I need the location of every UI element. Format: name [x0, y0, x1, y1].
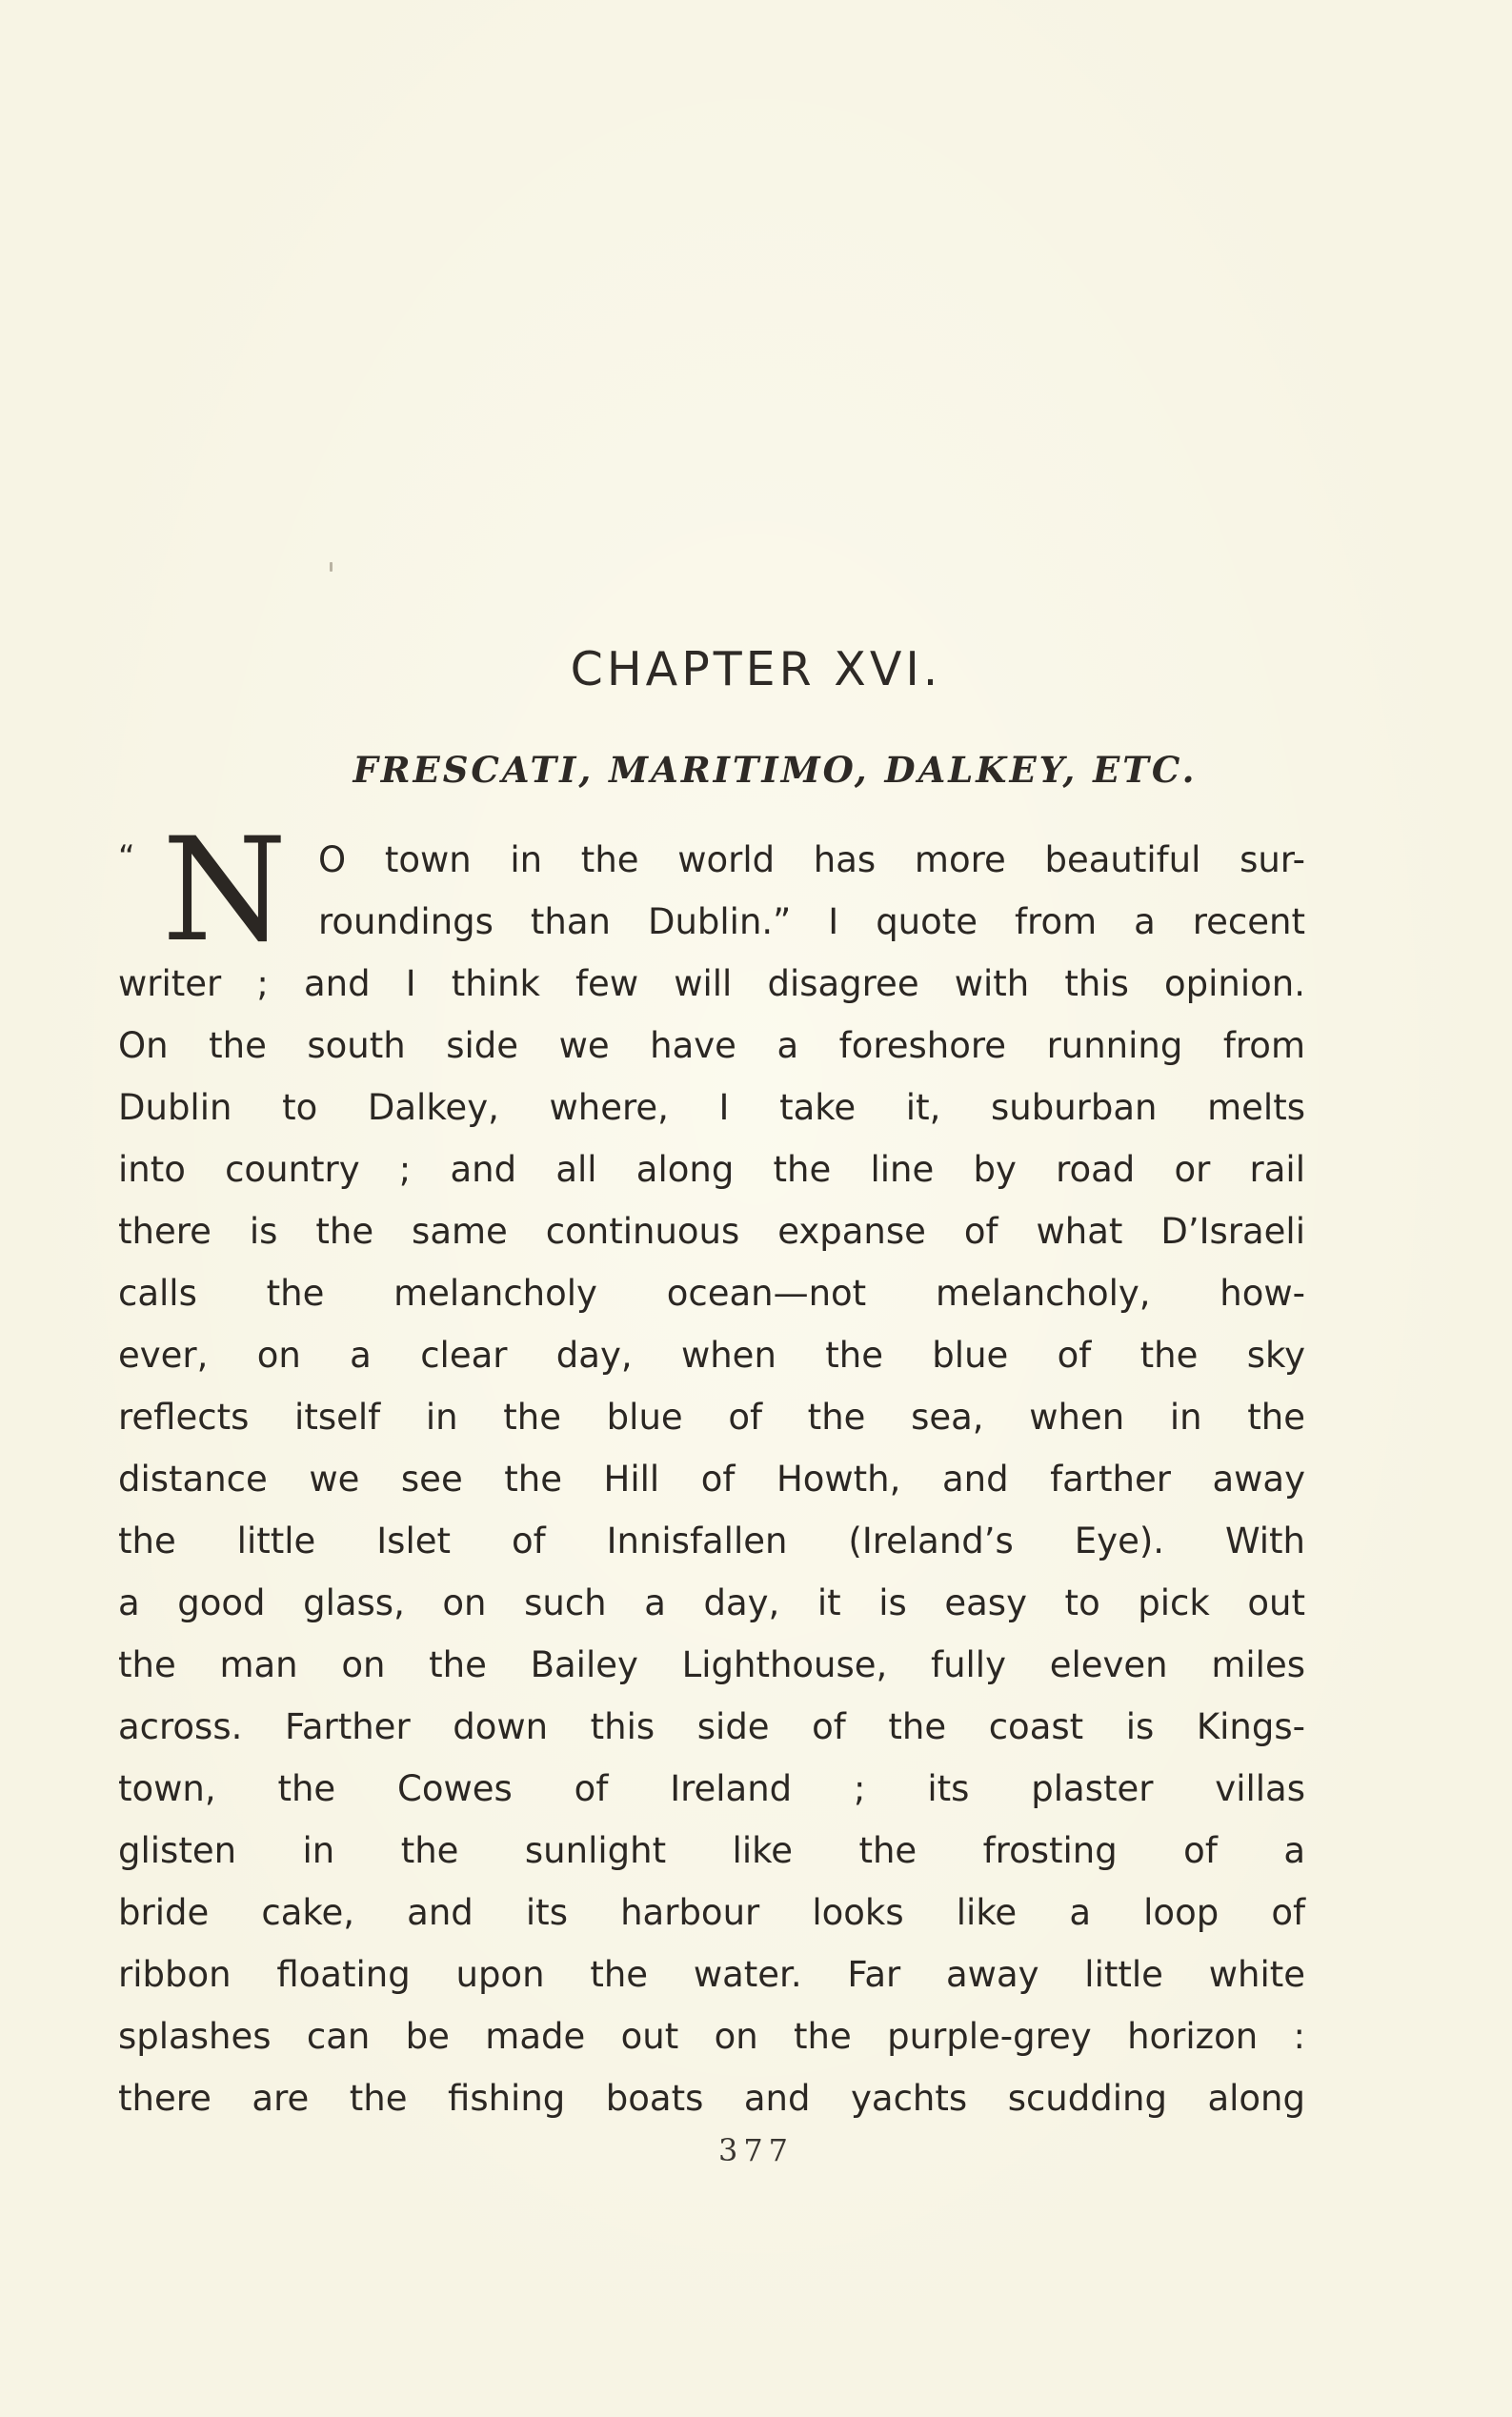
text-line: town, the Cowes of Ireland ; its plaster villas — [118, 1768, 1305, 1809]
text-line: calls the melancholy ocean—not melancholy, how- — [118, 1273, 1305, 1314]
text-line: O town in the world has more beautiful sur- — [318, 839, 1305, 880]
opening-quote-mark: “ — [118, 838, 137, 876]
text-line: into country ; and all along the line by road or rail — [118, 1149, 1305, 1190]
text-line: splashes can be made out on the purple-grey horizon : — [118, 2016, 1305, 2057]
chapter-subtitle: FRESCATI, MARITIMO, DALKEY, ETC. — [353, 749, 1198, 791]
text-line: roundings than Dublin.” I quote from a recent — [318, 901, 1305, 942]
text-line: across. Farther down this side of the coast is Kings- — [118, 1706, 1305, 1747]
text-line: glisten in the sunlight like the frosting of a — [118, 1830, 1305, 1871]
text-line: a good glass, on such a day, it is easy to pick out — [118, 1582, 1305, 1623]
text-line: writer ; and I think few will disagree with this opinion. — [118, 963, 1305, 1004]
text-line: ever, on a clear day, when the blue of the sky — [118, 1335, 1305, 1376]
text-line: bride cake, and its harbour looks like a loop of — [118, 1892, 1305, 1933]
text-line: the man on the Bailey Lighthouse, fully eleven miles — [118, 1644, 1305, 1685]
page-number: 377 — [717, 2132, 795, 2168]
text-line: the little Islet of Innisfallen (Ireland’s Eye). With — [118, 1521, 1305, 1561]
text-line: distance we see the Hill of Howth, and farther away — [118, 1459, 1305, 1500]
text-line: reflects itself in the blue of the sea, when in the — [118, 1397, 1305, 1438]
chapter-title: CHAPTER XVI. — [570, 642, 942, 696]
paper-speck — [330, 562, 333, 572]
text-line: there are the fishing boats and yachts scudding along — [118, 2078, 1305, 2119]
body-text — [118, 829, 1305, 2129]
drop-cap-letter: N — [162, 808, 288, 974]
text-line: ribbon floating upon the water. Far away little white — [118, 1954, 1305, 1995]
text-line: Dublin to Dalkey, where, I take it, suburban melts — [118, 1087, 1305, 1128]
text-line: there is the same continuous expanse of what D’Israeli — [118, 1211, 1305, 1252]
text-line: On the south side we have a foreshore running from — [118, 1025, 1305, 1066]
